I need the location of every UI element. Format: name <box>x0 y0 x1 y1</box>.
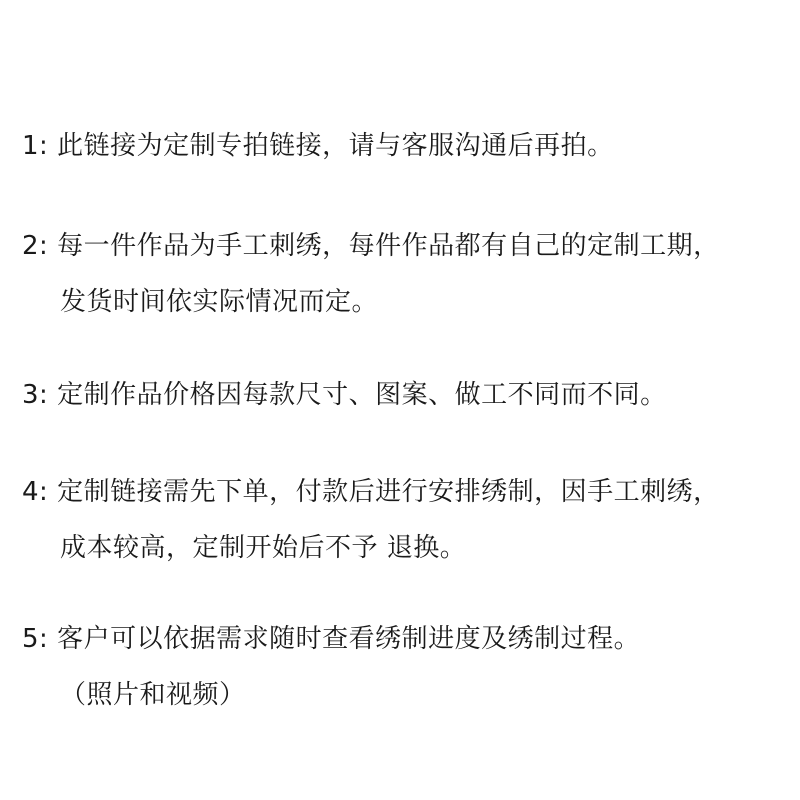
item-number: 4: <box>22 477 49 507</box>
notice-line-continued: （照片和视频） <box>60 680 246 710</box>
notice-line <box>22 118 792 174</box>
item-text: 定制作品价格因每款尺寸、图案、做工不同而不同。 <box>57 380 667 410</box>
notice-item-1 <box>22 118 792 174</box>
notice-item-2 <box>22 218 792 330</box>
notice-item-5 <box>22 611 792 723</box>
item-text: 定制链接需先下单，付款后进行安排绣制，因手工刺绣， <box>57 477 720 507</box>
item-number: 3: <box>22 380 49 410</box>
notice-line-continued: 成本较高，定制开始后不予 退换。 <box>60 533 467 563</box>
item-number: 1: <box>22 131 49 161</box>
item-text: 每一件作品为手工刺绣，每件作品都有自己的定制工期， <box>57 231 720 261</box>
notice-item-3 <box>22 367 792 423</box>
notice-line <box>22 367 792 423</box>
notice-line <box>22 611 792 667</box>
notice-line <box>22 464 792 520</box>
item-text: 此链接为定制专拍链接，请与客服沟通后再拍。 <box>57 131 614 161</box>
notice-item-4 <box>22 464 792 576</box>
item-text: 客户可以依据需求随时查看绣制进度及绣制过程。 <box>57 624 641 654</box>
item-number: 2: <box>22 231 49 261</box>
item-number: 5: <box>22 624 49 654</box>
notice-line <box>22 218 792 274</box>
notice-line-continued: 发货时间依实际情况而定。 <box>60 287 379 317</box>
